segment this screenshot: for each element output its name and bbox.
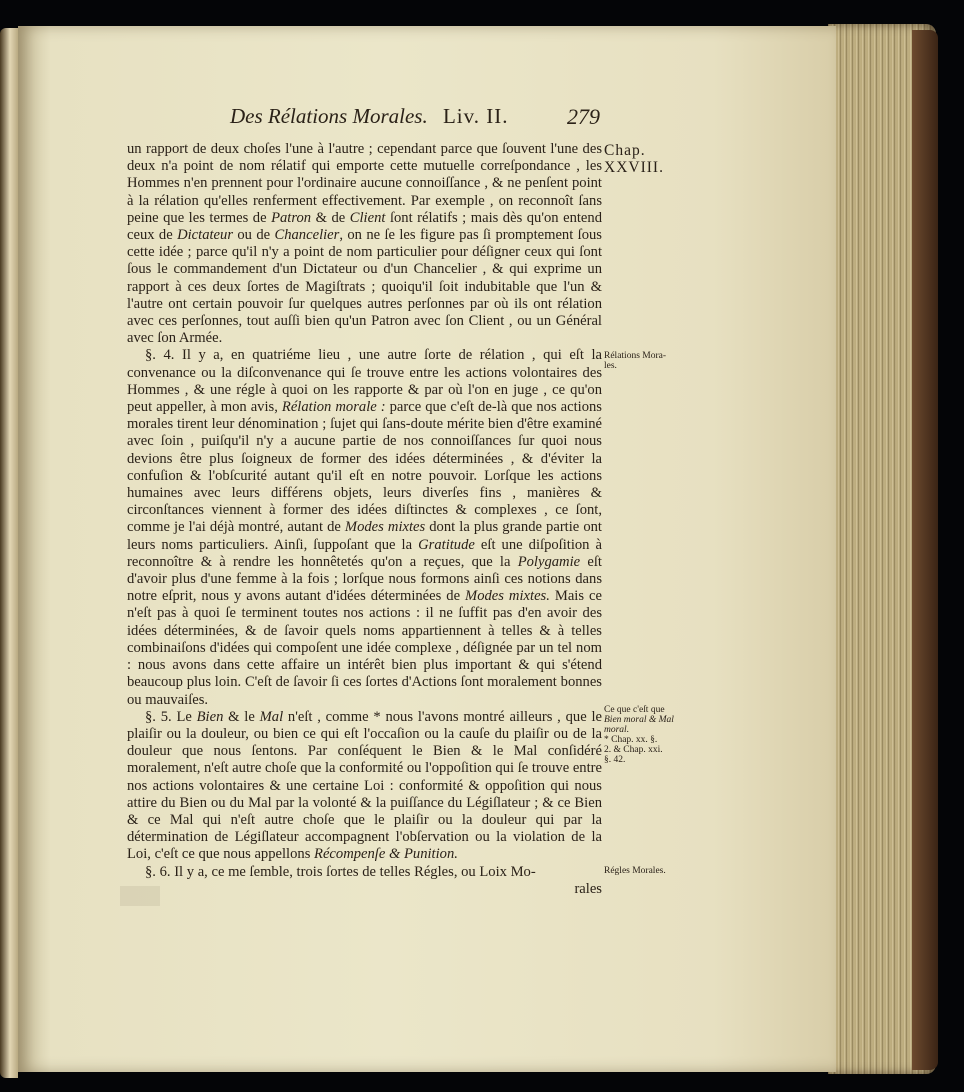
margin-note-ce-que [604,705,704,735]
note-line: * Chap. xx. §. [604,735,658,745]
text-run: §. 4. Il y a, en quatriéme lieu , une autre ſorte de rélation , qui eſt la convenance ou la diſconvenance qui ſe trouve entre les actions volontaires des Hommes , & une régle à quoi on les rapporte & par où l'on en juge , ce qu'on peut appeller, à mon avis, [127,347,602,416]
text-run: Mais ce n'eſt pas à quoi ſe terminent toutes nos actions : il ne ſuffit pas d'en avoir des idées déterminées, & de ſavoir quels noms appartiennent à telles & à telles combinaiſons d'idées qui compoſent une idée complexe , déſignée par un tel nom : nous avons dans cette affaire un intérêt bien plus important & qui s'étend beaucoup plus loin. C'eſt de ſavoir ſi ces ſortes d'Actions ſont moralement bonnes ou mauvaiſes. [127,588,602,708]
text-run: parce que c'eſt de-là que nos actions morales tirent leur dénomination ; ſujet qui ſans-doute mérite bien d'être examiné avec ſoin , puiſqu'il n'y a aucune partie de nos connoiſſances ſur quoi nous devions être plus ſoigneux de former des idées déterminées , & d'éviter la confuſion & l'obſcurité autant qu'il eſt en notre pouvoir. Lorſque les actions humaines avec leurs différens objets, leurs diverſes fins , manières & circonſtances viennent à former des idées diſtinctes & complexes , ce ſont, comme je l'ai déjà montré, autant de [127,399,602,536]
italic-term: Mal [259,708,284,725]
note-line: les. [604,361,617,371]
italic-term: Bien [196,708,224,725]
text-run: ſont rélatifs ; mais dès qu'on entend ceux de [127,209,602,244]
italic-term: Client [349,209,386,226]
show-through-mark [120,886,160,906]
paragraph-3 [127,709,602,864]
cover-edge [912,30,938,1070]
note-line: Bien moral & Mal [604,715,674,725]
italic-term: Dictateur [177,227,233,244]
italic-term: Modes mixtes [344,519,426,536]
margin-note-relations [604,351,704,371]
text-run: ou de [233,227,275,244]
chapter-number: XXVIII. [604,159,664,176]
text-run: & le [223,708,260,725]
note-line: Ce que c'eſt que [604,705,665,715]
note-line: Régles Morales. [604,866,666,876]
italic-term: Gratitude [418,536,475,553]
book-spine [0,28,18,1078]
paragraph-2 [127,347,602,708]
italic-term: Patron [271,209,312,226]
text-run: §. 5. Le [145,708,197,725]
main-text [127,141,602,898]
italic-term: Récompenſe & Punition. [314,846,458,863]
note-line: 2. & Chap. xxi. [604,745,663,755]
text-run: un rapport de deux choſes l'une à l'autre ; cependant parce que ſouvent l'une des deux n'a point de nom rélatif qui emporte cette mutuelle correſpondance , les Hommes n'en prennent pour l'ordinaire aucune connoiſſance , & ne penſent point à la rélation qu'elles renferment effectivement. Par exemple , on reconnoît ſans peine que les termes de [127,141,602,226]
header-title: Des Rélations Morales. [230,104,428,128]
header-book: Liv. II. [442,104,509,128]
text-run: eſt d'avoir plus d'une femme à la fois ; lorſque nous formons ainſi ces notions dans notre eſprit, nous y avons autant d'idées déterminées de [127,553,602,605]
text-run: dont la plus grande partie ont leurs noms particuliers. Ainſi, ſuppoſant que la [127,519,602,553]
paragraph-4: §. 6. Il y a, ce me ſemble, trois ſortes de telles Régles, ou Loix Mo- [145,863,536,880]
catchword: rales [574,880,602,897]
margin-note-regles [604,866,704,876]
margin-chapter [604,142,664,176]
text-run: eſt une diſpoſition à reconnoître & à rendre les honnêtetés qu'on a reçues, que la [127,536,602,570]
text-run: & de [311,209,350,226]
text-run: n'eſt , comme * nous l'avons montré ailleurs , que le plaiſir ou la douleur, ou bien ce qui eſt l'occaſion ou la cauſe du plaiſir ou de la douleur que nous ſentons. Par conſéquent le Bien & le Mal conſidéré moralement, n'eſt autre choſe que la conformité ou l'oppoſition qui ſe trouve entre nos actions volontaires & une certaine Loi : conformité & oppoſition qui nous attire du Bien ou du Mal par la volonté & la puiſſance du Légiſlateur ; & ce Bien & ce Mal qui n'eſt autre choſe que le plaiſir ou la douleur qui par la détermination de Légiſlateur accompagnent l'obſervation ou la violation de la Loi, c'eſt ce que nous appellons [127,708,602,863]
italic-term: Modes mixtes. [465,588,550,605]
italic-term: Chancelier [274,227,340,244]
italic-term: Rélation morale : [281,399,386,416]
chapter-label: Chap. [604,142,646,159]
text-run: , on ne ſe les figure pas ſi promptement ſous cette idée ; parce qu'il n'y a point de nom particulier pour déſigner ceux qui ſont ſous le commandement d'un Dictateur ou d'un Chancelier , & qui exprime un rapport à ces deux ſortes de Magiſtrats ; quoiqu'il ſoit indubitable que l'un & l'autre ont certain pouvoir ſur quelques autres perſonnes par où ils ont rélation avec ces perſonnes, tout auſſi bien qu'un Patron avec ſon Client , ou un Général avec ſon Armée. [127,227,602,347]
note-line: §. 42. [604,755,626,765]
note-line: Rélations Mora- [604,351,667,361]
page-number: 279 [567,104,600,129]
note-line: moral. [604,725,630,735]
italic-term: Polygamie [517,553,581,570]
margin-note-reference [604,735,704,765]
running-header [230,104,630,129]
paragraph-1 [127,141,602,347]
